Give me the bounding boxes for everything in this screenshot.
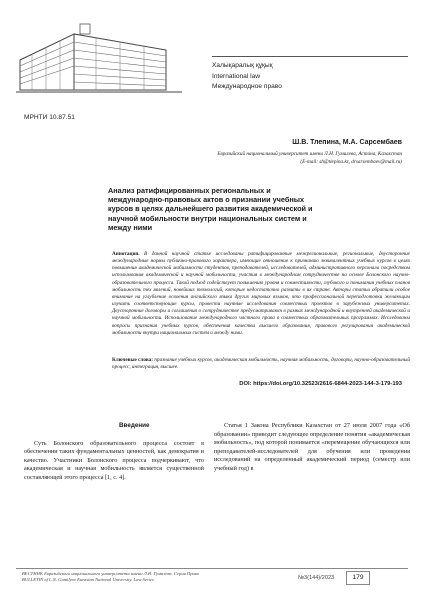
mrnti-code: МРНТИ 10.87.51 bbox=[24, 114, 75, 121]
doi-link[interactable]: DOI: https://doi.org/10.32523/2616-6844-2023-144-3-179-193 bbox=[239, 381, 402, 387]
affiliation bbox=[114, 151, 402, 166]
issue-number: №3(144)/2023 bbox=[298, 575, 335, 581]
section-title-kazakh: Халықаралық құқық bbox=[212, 62, 273, 69]
keywords-label: Ключевые слова: bbox=[112, 357, 153, 363]
title-line: курсов в целях дальнейшего развития академической и bbox=[108, 204, 313, 214]
abstract-text: В данной научной статье исследованы ратифицированные межрегиональные, региональные, двусторонние международные нормы публично-правового характера, имеющие отношение к признанию эквивалентных учебных курсов в целях повышения академической мобильности студентов, преподавателей, исследователей, административного персонала посредством использования академической и научной мобильности, участия в международном сотрудничестве на основе Болонского научно-образовательного процесса. Такой подход содействует повышению уровня и совместимости, глубокого и понимания учебных планов мобильность тех явлений, новейших технологий, которые недостаточно развиты в их стране. Авторы статьи обратили особое внимание на углубление освоения английского языка других мировых языков, что профессиональной переподготовки желающим изучить соответствующие курсы, провести научные исследования совместных проектов в зарубежных университетах. Двусторонние договоры и соглашения о сотрудничестве предусматривают в рамках международной и внутренней академической и научной мобильности. Использование международного частного права в совместных образовательных программах. Исследованы вопросы признания учебных курсов, обеспечения качества высшего образования, правового регулирования академической мобильности внутри национальных систем и между ними. bbox=[112, 251, 410, 336]
title-line: Анализ ратифицированных региональных и bbox=[108, 186, 271, 195]
footer-line-english: BULLETIN of L.N. Gumilyov Eurasian National University. Law Series bbox=[22, 577, 154, 583]
footer-line-russian: ВЕСТНИК Евразийского национального университета имени Л.Н. Гумилева. Серия Право bbox=[22, 571, 200, 576]
title-line: между ними bbox=[108, 222, 153, 232]
body-paragraph: Суть Болонского образовательного процесса состоит в обеспечении таких фундаментальных ценностей, как демократия и качество. Участники Болонского процесса подчеркивают, что академическая и научная мобильность является существенной составляющей этого процесса [1, с. 4]. bbox=[24, 439, 204, 481]
header-rule bbox=[212, 56, 408, 57]
intro-heading: Введение bbox=[119, 422, 150, 429]
authors: Ш.В. Тлепина, М.А. Сарсембаев bbox=[292, 139, 402, 146]
journal-footer bbox=[22, 571, 199, 584]
body-column-left bbox=[24, 422, 204, 483]
title-line: научной мобильности внутри национальных систем и bbox=[108, 213, 307, 223]
title-line: международно-правовых актов о признании учебных bbox=[108, 195, 305, 205]
keywords bbox=[112, 357, 410, 371]
section-title-russian: Международное право bbox=[212, 83, 282, 90]
abstract bbox=[112, 251, 410, 337]
journal-section-titles bbox=[212, 61, 408, 93]
footer-rule bbox=[16, 568, 408, 569]
article-title bbox=[108, 186, 378, 232]
university-building-logo bbox=[16, 20, 186, 96]
body-column-right bbox=[214, 422, 410, 474]
abstract-label: Аннотация. bbox=[112, 251, 140, 257]
body-paragraph: Статья 1 Закона Республики Казахстан от 27 июля 2007 года «Об образовании» приводит следующее определение понятия «академическая мобильность», под которой понимается «перемещение обучающихся или преподавателей-исследователей для обучения или проведения исследований на определенный академический период (семестр или учебный год) в bbox=[214, 422, 410, 472]
section-title-english: International law bbox=[212, 72, 261, 80]
affiliation-email: (E-mail: sh@tlepina.kz, drsarsembaev@mail.ru) bbox=[300, 158, 402, 165]
keywords-text: признание учебных курсов, академическая мобильность, научная мобильность, договоры, научно-образовательный процесс, интеграция, высшее. bbox=[112, 357, 410, 371]
page-number: 179 bbox=[346, 571, 370, 585]
affiliation-institution: Евразийский национальный университет имени Л.Н. Гумилева, Астана, Казахстан bbox=[217, 151, 402, 157]
